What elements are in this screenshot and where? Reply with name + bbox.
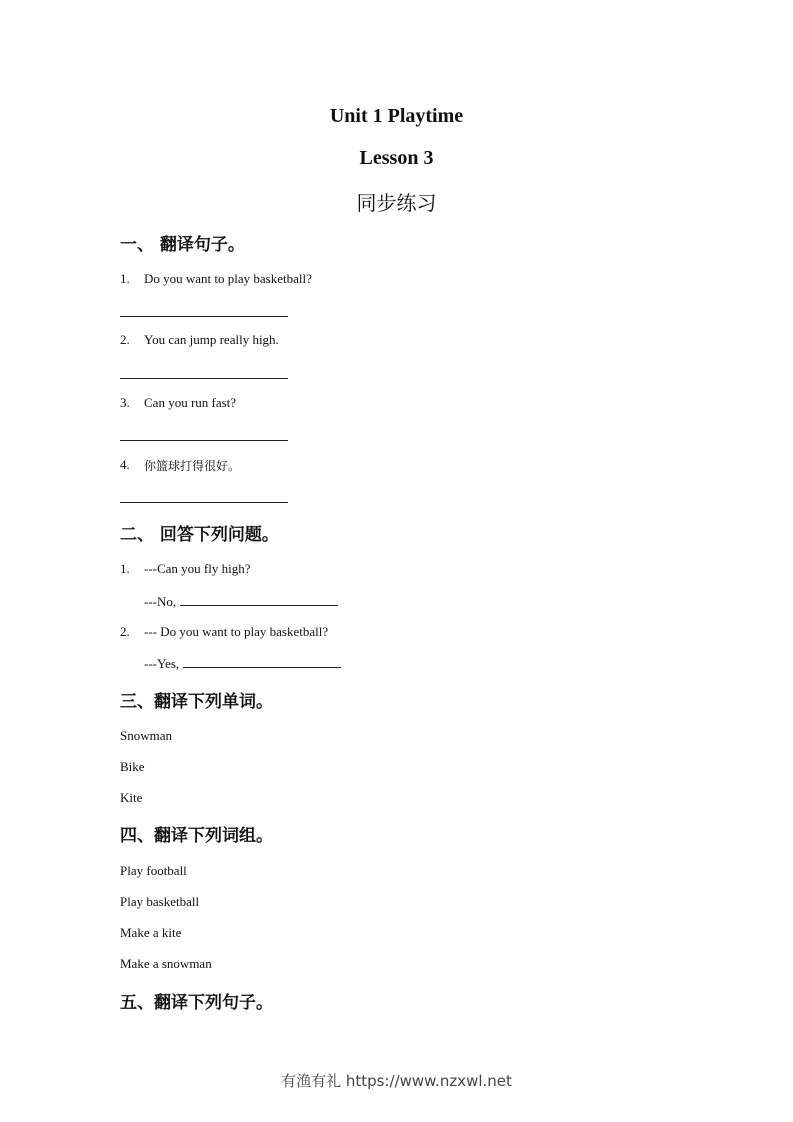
phrase-item: Play football	[120, 863, 187, 878]
footer-watermark: 有渔有礼 https://www.nzxwl.net	[281, 1072, 512, 1090]
section-3-heading: 三、翻译下列单词。	[120, 692, 273, 712]
item-number: 3.	[120, 395, 130, 410]
answer-blank	[180, 593, 338, 606]
answer-line	[120, 440, 288, 441]
phrase-item: Make a snowman	[120, 956, 212, 971]
item-number: 2.	[120, 624, 130, 639]
answer-line	[120, 316, 288, 317]
question-text: ---Can you fly high?	[144, 561, 251, 576]
answer-line	[120, 502, 288, 503]
page-title: Unit 1 Playtime	[329, 105, 464, 127]
item-number: 1.	[120, 561, 130, 576]
section-1-heading: 一、 翻译句子。	[120, 235, 245, 255]
section-5-heading: 五、翻译下列句子。	[120, 993, 273, 1013]
answer-line	[120, 378, 288, 379]
item-text: 你篮球打得很好。	[144, 459, 241, 473]
section-2-heading: 二、 回答下列问题。	[120, 525, 279, 545]
word-item: Snowman	[120, 728, 172, 743]
item-text: Do you want to play basketball?	[144, 271, 312, 286]
answer-prefix: ---No,	[144, 594, 177, 609]
word-item: Bike	[120, 759, 145, 774]
answer-prefix: ---Yes,	[144, 656, 180, 671]
lesson-title: Lesson 3	[359, 147, 434, 169]
item-text: Can you run fast?	[144, 395, 237, 410]
phrase-item: Play basketball	[120, 894, 200, 909]
answer-prompt	[144, 655, 341, 672]
item-number: 4.	[120, 457, 130, 472]
question-text: --- Do you want to play basketball?	[144, 624, 329, 639]
item-number: 2.	[120, 332, 130, 347]
word-item: Kite	[120, 790, 143, 805]
section-4-heading: 四、翻译下列词组。	[120, 826, 273, 846]
subtitle: 同步练习	[356, 191, 437, 215]
answer-blank	[183, 655, 341, 668]
answer-prompt	[144, 593, 338, 610]
item-text: You can jump really high.	[144, 332, 279, 347]
phrase-item: Make a kite	[120, 925, 182, 940]
item-number: 1.	[120, 271, 130, 286]
